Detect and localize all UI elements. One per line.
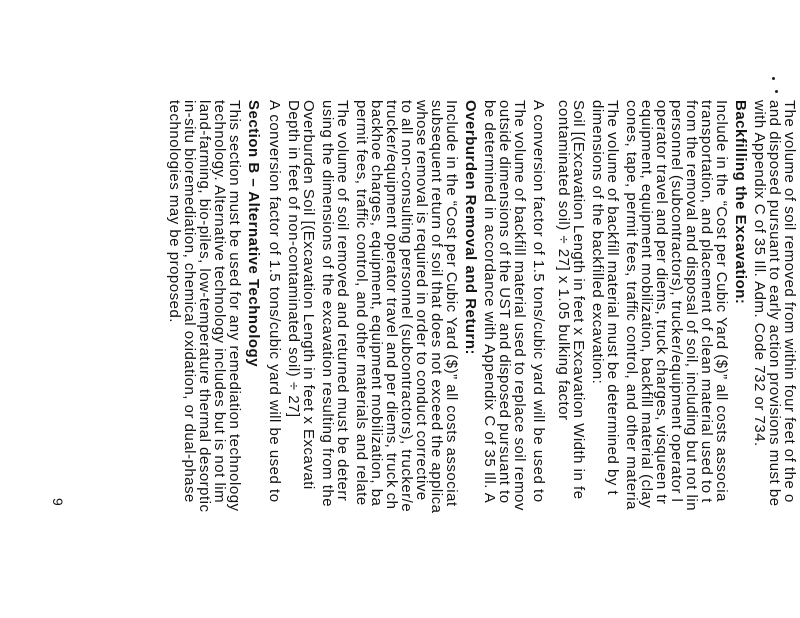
text-line: and disposed pursuant to early action provisions must be <box>766 100 783 507</box>
text-line: using the dimensions of the excavation resulting from the <box>319 100 336 508</box>
paragraph <box>354 100 459 513</box>
text-line: A conversion factor of 1.5 tons/cubic yard will be used to <box>266 100 283 503</box>
text-line: Soil [(Excavation Length in feet x Excavation Width in fe <box>570 100 587 500</box>
text-line: Section B – Alternative Technology <box>245 100 262 368</box>
text-line: with Appendix C of 35 Ill. Adm. Code 732 or 734. <box>751 100 768 447</box>
text-line: The volume of soil removed from within four feet of the o <box>781 100 798 503</box>
text-line: Depth in feet of non-contaminated soil) ÷ 27] <box>285 100 302 418</box>
text-line: Backfilling the Excavation: <box>732 100 749 305</box>
text-line: whose removal is required in order to conduct corrective <box>413 100 430 501</box>
rotated-text-column <box>167 100 797 513</box>
text-line: outside dimensions of the UST and disposed pursuant to <box>496 100 513 504</box>
section-heading <box>246 100 261 513</box>
text-line: backhoe charges, equipment, equipment mobilization, ba <box>368 100 385 507</box>
text-line: The volume of backfill material used to replace soil remov <box>511 100 528 511</box>
text-line: Include in the “Cost per Cubic Yard ($)” all costs associa <box>713 100 730 502</box>
paragraph <box>320 100 350 513</box>
text-line: be determined in accordance with Appendix C of 35 Ill. A <box>481 100 498 504</box>
section-heading <box>733 100 748 513</box>
text-line: A conversion factor of 1.5 tons/cubic yard will be used to <box>530 100 547 503</box>
text-line: personnel (subcontractors), trucker/equipment operator l <box>668 100 685 503</box>
text-line: contaminated soil) ÷ 27] x 1.05 bulking factor <box>555 100 572 421</box>
paragraph <box>167 100 242 513</box>
section-heading <box>463 100 478 513</box>
scan-speck <box>772 77 775 80</box>
text-line: This section must be used for any remediation technology <box>226 100 243 512</box>
paragraph <box>752 100 797 513</box>
paragraph <box>286 100 316 513</box>
text-line: to all non-consulting personnel (subcontractors), trucker/e <box>398 100 415 513</box>
text-line: technologies may be proposed. <box>166 100 183 323</box>
text-line: cones, tape, permit fees, traffic control, and other materia <box>623 100 640 510</box>
paragraph <box>267 100 282 513</box>
text-line: The volume of soil removed and returned must be deterr <box>334 100 351 502</box>
scan-speck <box>775 90 778 93</box>
paragraph <box>531 100 546 513</box>
text-line: Include in the “Cost per Cubic Yard ($)” all costs associat <box>443 100 460 507</box>
paragraph <box>482 100 527 513</box>
paragraph <box>556 100 586 513</box>
text-line: technology. Alternative technology includes but is not lim <box>211 100 228 504</box>
text-line: operator travel and per diems, truck charges, visqueen tr <box>653 100 670 505</box>
page-number: 9 <box>50 498 66 507</box>
text-line: trucker/equipment operator travel and per diems, truck ch <box>383 100 400 510</box>
text-line: from the removal and disposal of soil, including but not lin <box>683 100 700 512</box>
text-line: equipment, equipment mobilization, backfill material (clay <box>638 100 655 509</box>
text-line: in-situ bioremediation, chemical oxidation, or dual-phase <box>181 100 198 503</box>
text-line: dimensions of the backfilled excavation: <box>589 100 606 385</box>
text-line: permit fees, traffic control, and other materials and relate <box>353 100 370 506</box>
text-line: land-farming, bio-piles, low-temperature thermal desorptic <box>196 100 213 513</box>
text-line: Overburden Soil [(Excavation Length in feet x Excavati <box>300 100 317 490</box>
text-line: subsequent return of soil that does not exceed the applica <box>428 100 445 514</box>
text-line: transportation, and placement of clean material used to t <box>698 100 715 503</box>
paragraph <box>624 100 729 513</box>
text-line: The volume of backfill material must be determined by t <box>604 100 621 496</box>
text-line: Overburden Removal and Return: <box>462 100 479 356</box>
paragraph <box>590 100 620 513</box>
